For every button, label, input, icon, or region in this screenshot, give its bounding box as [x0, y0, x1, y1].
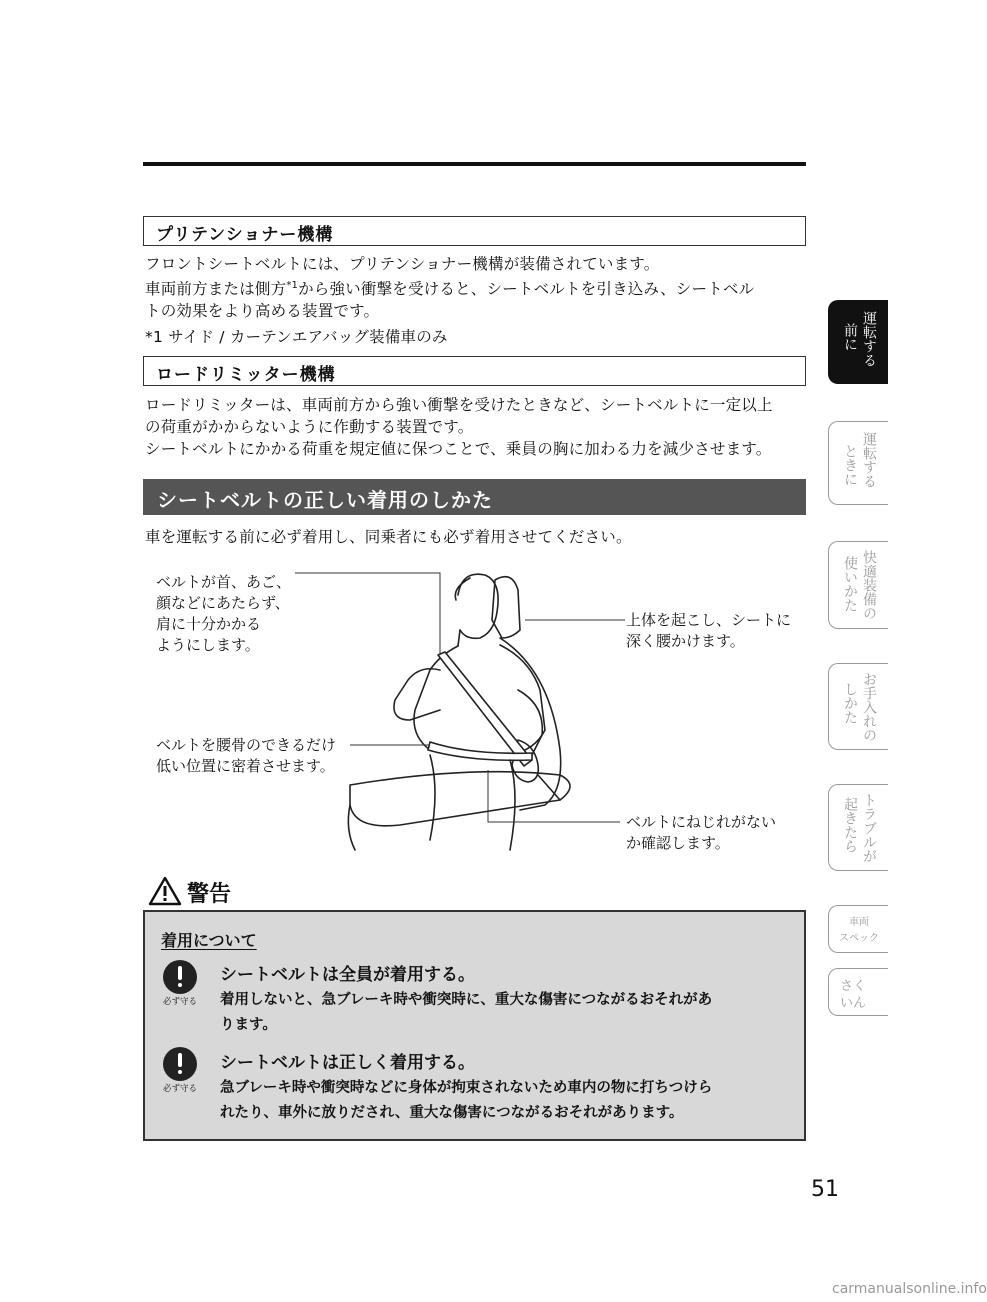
section-heading-text: プリテンショナー機構 — [156, 225, 334, 245]
wearing-intro: 車を運転する前に必ず着用し、同乗者にも必ず着用させてください。 — [145, 528, 632, 546]
must-follow-label: 必ず守る — [162, 1084, 197, 1094]
must-follow-icon — [163, 960, 197, 994]
warning-item-heading: シートベルトは全員が着用する。 — [220, 965, 475, 985]
must-follow-icon — [163, 1047, 197, 1081]
side-tab-while-driving[interactable]: 運転する ときに — [828, 421, 888, 505]
warning-title: 警告 — [187, 882, 232, 907]
must-follow-label: 必ず守る — [162, 997, 197, 1007]
top-rule — [143, 162, 806, 166]
warning-item-body: 急ブレーキ時や衝突時などに身体が拘束されないため車内の物に打ちつけら れたり、車外に放りだされ、重大な傷害につながるおそれがあります。 — [220, 1080, 713, 1121]
page-number: 51 — [811, 1177, 839, 1202]
callout-shoulder: ベルトが首、あご、 顔などにあたらず、 肩に十分かかる ようにします。 — [156, 573, 292, 654]
load-limiter-text: ロードリミッターは、車両前方から強い衝撃を受けたときなど、シートベルトに一定以上 の荷重がかからないように作動する装置です。 シートベルトにかかる荷重を規定値に保つことで、乗員の胸に加わる力を減少させます。 — [145, 396, 773, 458]
callout-twist: ベルトにねじれがない か確認します。 — [626, 813, 777, 852]
section-heading-pretensioner — [143, 216, 806, 246]
pretensioner-text: フロントシートベルトには、プリテンショナー機構が装備されています。 車両前方または側方$^{*1}$から強い衝撃を受けると、シートベルトを引き込み、シートベル トの効果をより高める装置です。 *1 サイド / カーテンエアバッグ装備車のみ — [145, 253, 810, 348]
callout-posture: 上体を起こし、シートに 深く腰かけます。 — [626, 611, 792, 650]
section-banner: シートベルトの正しい着用のしかた — [143, 479, 806, 515]
footer-watermark: carmanualsonline.info — [832, 1281, 987, 1297]
warning-subheading: 着用について — [161, 931, 257, 950]
warning-triangle-icon — [148, 876, 182, 906]
side-tab-before-driving[interactable]: 運転する 前に — [828, 300, 888, 384]
side-tab-maintenance[interactable]: お手入れの しかた — [828, 663, 888, 750]
side-tab-troubleshooting[interactable]: トラブルが 起きたら — [828, 784, 888, 871]
callout-hip: ベルトを腰骨のできるだけ 低い位置に密着させます。 — [156, 736, 337, 775]
section-heading-load-limiter — [143, 356, 806, 386]
side-tab-index[interactable]: さく いん — [828, 968, 888, 1016]
footnote: *1 サイド / カーテンエアバッグ装備車のみ — [145, 328, 448, 347]
side-tab-comfort-features[interactable]: 快適装備の 使いかた — [828, 541, 888, 629]
side-tab-specifications[interactable]: 車両 スペック — [828, 905, 888, 953]
warning-item-body: 着用しないと、急ブレーキ時や衝突時に、重大な傷害につながるおそれがあ ります。 — [220, 992, 713, 1033]
warning-item-heading: シートベルトは正しく着用する。 — [220, 1053, 475, 1073]
section-heading-text: ロードリミッター機構 — [156, 365, 336, 385]
